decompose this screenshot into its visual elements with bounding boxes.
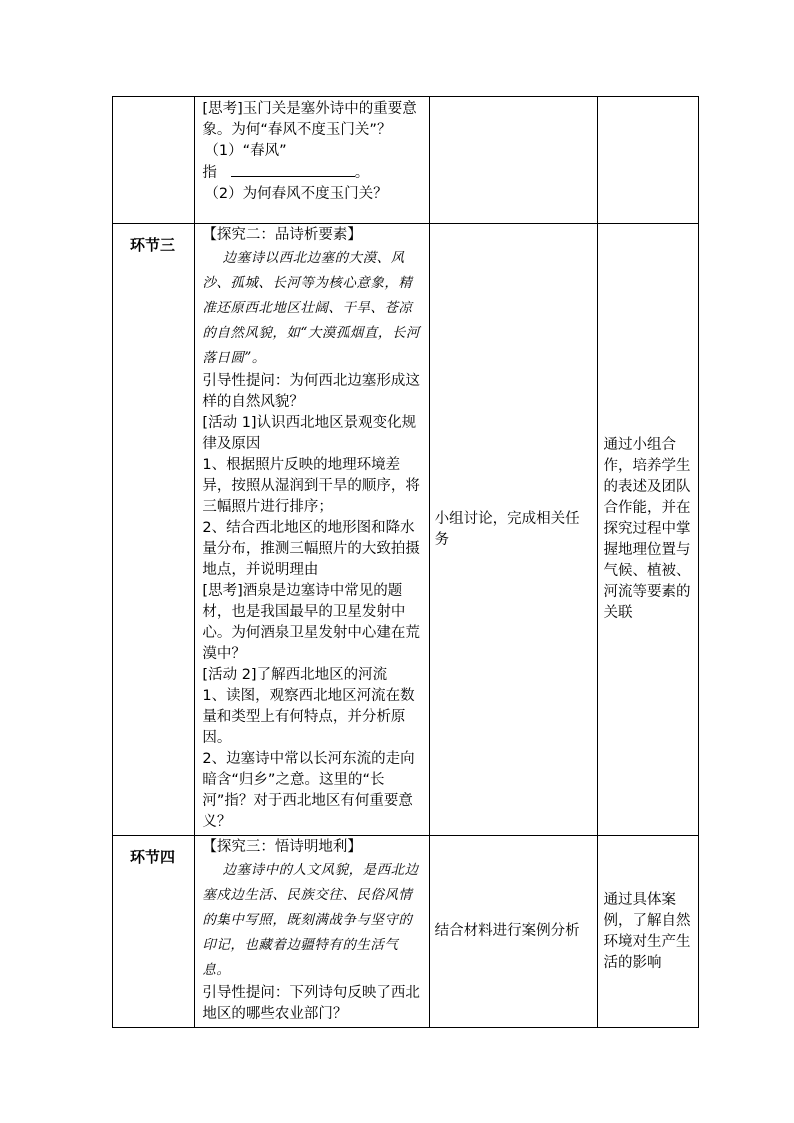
content-line: 2、边塞诗中常以长河东流的走向暗含“归乡”之意。这里的“长河”指？对于西北地区有何重要意义？ [202,751,415,830]
student-activity-cell [429,836,598,1028]
lesson-plan-table [112,96,699,1028]
quote-paragraph: 边塞诗中的人文风貌，是西北边塞戍边生活、民族交往、民俗风情的集中写照，既刻满战争与坚守的印记，也藏着边疆特有的生活气息。 [202,862,419,978]
sub-question-1: （1）“春风” [204,143,287,159]
content-line: 引导性提问：为何西北边塞形成这样的自然风貌？ [202,373,420,410]
content-line: [活动 2]了解西北地区的河流 [202,667,388,683]
sub-question-2: （2）为何春风不度玉门关？ [204,186,388,202]
content-cell [195,836,429,1028]
stage-cell [113,836,195,1028]
student-activity-cell [429,97,598,224]
content-line: [思考]酒泉是边塞诗中常见的题材，也是我国最早的卫星发射中心。为何酒泉卫星发射中心建在荒漠中？ [202,583,420,662]
student-activity-text: 结合材料进行案例分析 [434,923,580,939]
design-intent-cell [598,224,699,836]
content-line: [活动 1]认识西北地区景观变化规律及原因 [202,415,417,452]
design-intent-text: 通过具体案例，了解自然环境对生产生活的影响 [603,891,691,971]
quote-paragraph: 边塞诗以西北边塞的大漠、风沙、孤城、长河等为核心意象，精准还原西北地区壮阔、干旱、苍凉的自然风貌，如“大漠孤烟直，长河落日圆”。 [202,250,420,366]
content-line: 1、读图，观察西北地区河流在数量和类型上有何特点，并分析原因。 [202,688,415,746]
fill-line [202,162,424,184]
stage-cell [113,97,195,224]
fill-prefix: 指 [202,165,217,181]
design-intent-text: 通过小组合作，培养学生的表述及团队合作能，并在探究过程中掌握地理位置与气候、植被、河流等要素的关联 [603,437,691,621]
section-heading: 【探究二：品诗析要素】 [202,227,362,243]
table-row [113,836,699,1028]
table-row [113,224,699,836]
content-line: 引导性提问：下列诗句反映了西北地区的哪些农业部门？ [202,985,420,1022]
table-row [113,97,699,224]
content-cell [195,97,429,224]
fill-suffix: 。 [354,165,370,181]
stage-label: 环节三 [130,236,176,254]
stage-cell [113,224,195,836]
content-line: 1、根据照片反映的地理环境差异，按照从湿润到干旱的顺序，将三幅照片进行排序； [202,457,420,515]
content-line: 2、结合西北地区的地形图和降水量分布，推测三幅照片的大致拍摄地点，并说明理由 [202,520,420,578]
design-intent-cell [598,97,699,224]
answer-blank[interactable] [231,162,355,177]
content-cell [195,224,429,836]
design-intent-cell [598,836,699,1028]
student-activity-cell [429,224,598,836]
section-heading: 【探究三：悟诗明地利】 [202,839,362,855]
think-prompt: [思考]玉门关是塞外诗中的重要意象。为何“春风不度玉门关”？ [202,101,417,138]
stage-label: 环节四 [130,848,176,866]
student-activity-text: 小组讨论，完成相关任务 [434,510,580,548]
